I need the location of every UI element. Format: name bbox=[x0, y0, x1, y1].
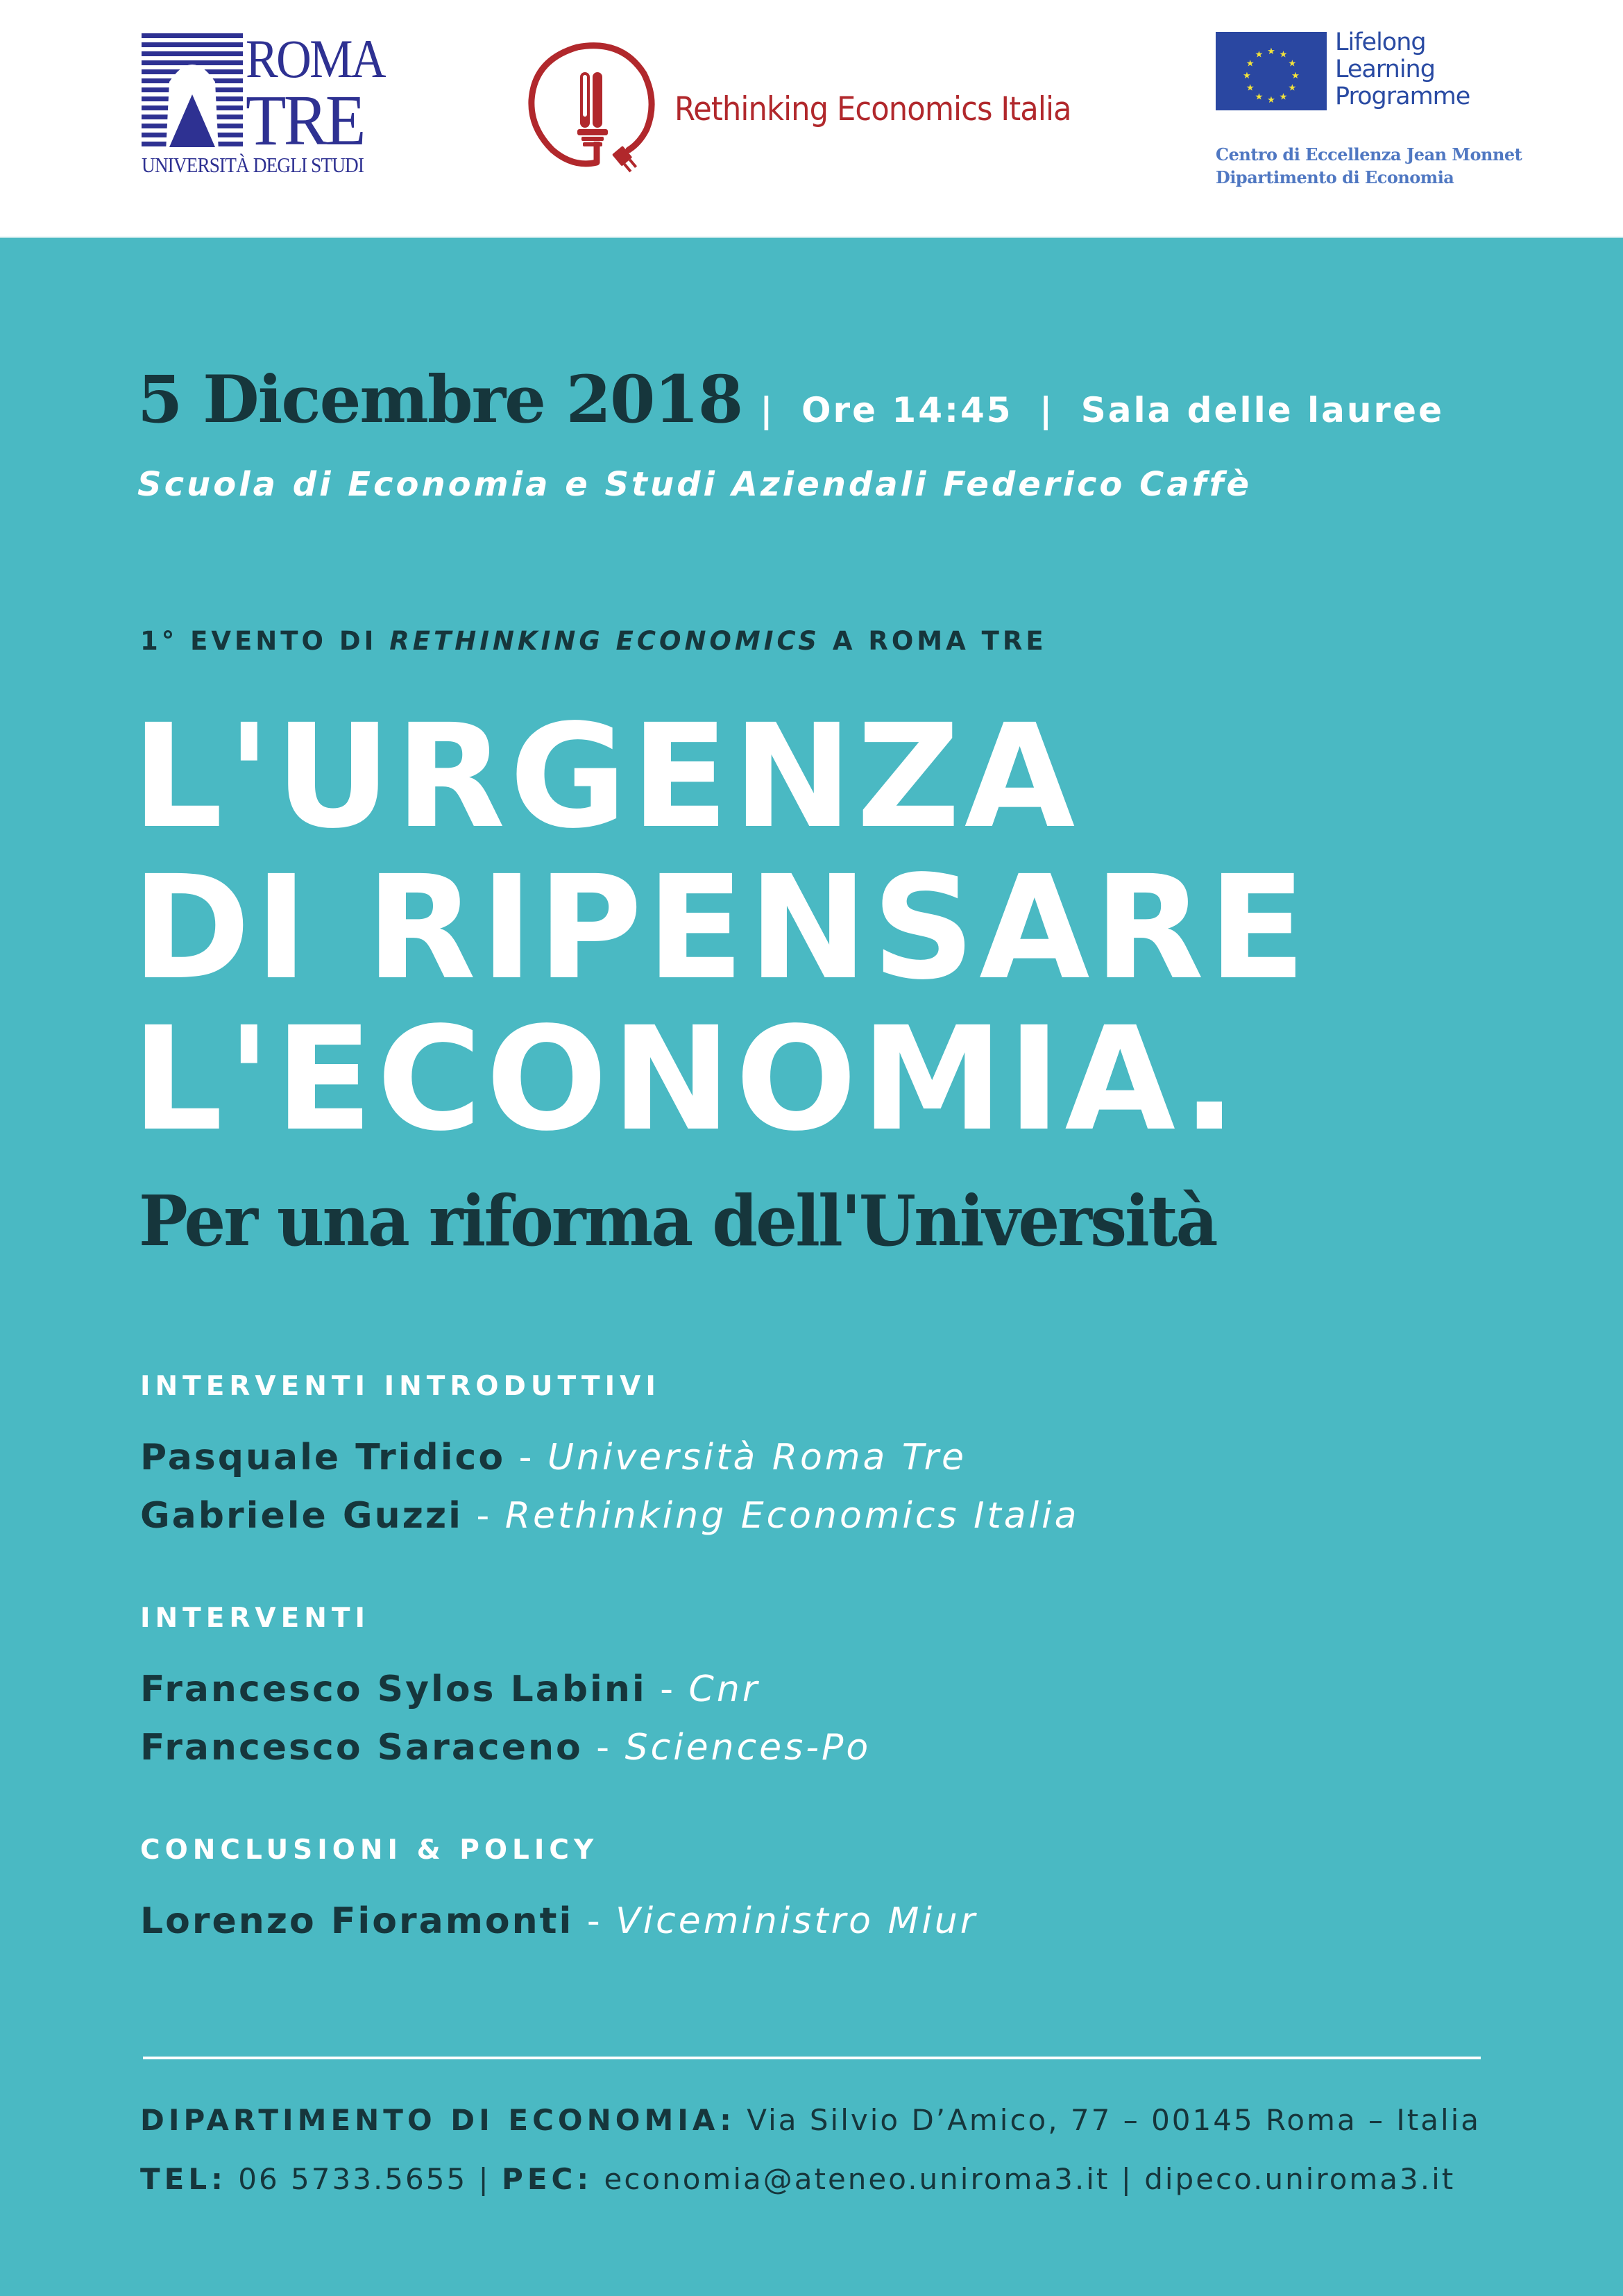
roma-tre-word-tre: TRE bbox=[246, 81, 364, 160]
section-label: CONCLUSIONI & POLICY bbox=[140, 1834, 599, 1866]
roma-tre-word-roma: ROMA bbox=[246, 28, 384, 89]
svg-text:★: ★ bbox=[1279, 49, 1288, 60]
event-date-line bbox=[137, 362, 1444, 438]
eu-lifelong-learning-logo bbox=[1216, 28, 1542, 192]
footer-website-link[interactable]: dipeco.uniroma3.it bbox=[1144, 2162, 1456, 2196]
eu-programme-line: Lifelong bbox=[1335, 28, 1426, 56]
speaker-name: Pasquale Tridico bbox=[140, 1437, 506, 1478]
speaker-name: Francesco Sylos Labini bbox=[140, 1669, 647, 1710]
footer-address-text: Via Silvio D’Amico, 77 – 00145 Roma – Italia bbox=[735, 2103, 1481, 2137]
speaker-separator: - bbox=[573, 1900, 616, 1942]
title-line: L'ECONOMIA. bbox=[132, 996, 1241, 1163]
section-intro-speakers bbox=[140, 1371, 1079, 1545]
title-line: DI RIPENSARE bbox=[132, 845, 1310, 1011]
speaker-row bbox=[140, 1660, 871, 1719]
tagline-prefix: 1° EVENTO DI bbox=[140, 626, 390, 656]
footer-address bbox=[140, 2103, 1481, 2137]
separator: | bbox=[1110, 2162, 1145, 2196]
jean-monnet-line: Centro di Eccellenza Jean Monnet bbox=[1216, 144, 1522, 164]
speaker-separator: - bbox=[505, 1437, 547, 1478]
eu-flag-icon bbox=[1216, 32, 1327, 110]
eu-programme-name bbox=[1335, 29, 1470, 110]
main-subtitle: Per una riforma dell'Università bbox=[139, 1180, 1216, 1262]
footer-tel-label: TEL: bbox=[140, 2162, 227, 2196]
roma-tre-subtitle: UNIVERSITÀ DEGLI STUDI bbox=[142, 153, 364, 177]
speaker-affiliation: Viceministro Miur bbox=[615, 1900, 978, 1942]
poster-panel bbox=[0, 237, 1623, 2296]
speaker-affiliation: Cnr bbox=[688, 1669, 760, 1710]
main-title bbox=[132, 693, 1310, 1163]
section-label: INTERVENTI bbox=[140, 1603, 371, 1634]
speaker-row bbox=[140, 1719, 871, 1777]
speaker-affiliation: Università Roma Tre bbox=[547, 1437, 967, 1478]
svg-text:★: ★ bbox=[1288, 58, 1297, 69]
speaker-affiliation: Rethinking Economics Italia bbox=[504, 1495, 1080, 1537]
eu-programme-line: Programme bbox=[1335, 83, 1470, 110]
svg-text:★: ★ bbox=[1288, 83, 1297, 94]
speaker-affiliation: Sciences-Po bbox=[624, 1727, 872, 1769]
footer-dept-label: DIPARTIMENTO DI ECONOMIA: bbox=[140, 2103, 736, 2137]
eu-programme-line: Learning bbox=[1335, 56, 1435, 83]
speaker-separator: - bbox=[646, 1669, 689, 1710]
svg-text:★: ★ bbox=[1243, 71, 1251, 81]
event-date: 5 Dicembre 2018 bbox=[137, 362, 742, 438]
logo-header bbox=[0, 0, 1623, 237]
section-speakers bbox=[140, 1603, 871, 1777]
rethinking-economics-wordmark: Rethinking Economics Italia bbox=[674, 90, 1071, 128]
section-label: INTERVENTI INTRODUTTIVI bbox=[140, 1371, 661, 1402]
lightbulb-plug-icon bbox=[525, 39, 661, 185]
event-school: Scuola di Economia e Studi Aziendali Federico Caffè bbox=[137, 465, 1252, 504]
svg-text:★: ★ bbox=[1246, 83, 1255, 94]
svg-text:★: ★ bbox=[1246, 58, 1255, 69]
footer-pec-email[interactable]: economia@ateneo.uniroma3.it bbox=[593, 2162, 1110, 2196]
separator: | bbox=[760, 390, 775, 430]
footer-divider bbox=[143, 2057, 1481, 2059]
tagline-suffix: A ROMA TRE bbox=[819, 626, 1047, 656]
event-tagline bbox=[140, 626, 1047, 656]
speaker-row bbox=[140, 1428, 1079, 1487]
rethinking-economics-logo bbox=[525, 39, 1080, 185]
event-time: Ore 14:45 bbox=[801, 390, 1013, 430]
svg-text:★: ★ bbox=[1291, 71, 1300, 81]
roma-tre-logo bbox=[142, 28, 384, 179]
svg-text:★: ★ bbox=[1255, 92, 1264, 103]
speaker-row bbox=[140, 1892, 978, 1950]
event-place: Sala delle lauree bbox=[1080, 390, 1444, 430]
separator: | bbox=[1039, 390, 1055, 430]
speaker-name: Lorenzo Fioramonti bbox=[140, 1900, 574, 1942]
speaker-name: Francesco Saraceno bbox=[140, 1727, 583, 1769]
speaker-separator: - bbox=[462, 1495, 505, 1537]
speaker-name: Gabriele Guzzi bbox=[140, 1495, 463, 1537]
title-line: L'URGENZA bbox=[132, 693, 1080, 860]
footer-pec-label: PEC: bbox=[502, 2162, 593, 2196]
speaker-separator: - bbox=[582, 1727, 625, 1769]
svg-text:★: ★ bbox=[1267, 47, 1275, 57]
event-time-place bbox=[760, 390, 1444, 430]
section-conclusions bbox=[140, 1834, 978, 1950]
svg-text:★: ★ bbox=[1255, 49, 1264, 60]
roma-tre-arch-icon bbox=[142, 33, 243, 151]
tagline-emphasis: RETHINKING ECONOMICS bbox=[389, 626, 820, 656]
footer-contacts bbox=[140, 2162, 1455, 2196]
department-line: Dipartimento di Economia bbox=[1216, 167, 1454, 187]
jean-monnet-centre bbox=[1216, 143, 1522, 189]
speaker-row bbox=[140, 1487, 1079, 1545]
svg-text:★: ★ bbox=[1267, 95, 1275, 105]
footer-tel: 06 5733.5655 | bbox=[226, 2162, 502, 2196]
svg-text:★: ★ bbox=[1279, 92, 1288, 103]
